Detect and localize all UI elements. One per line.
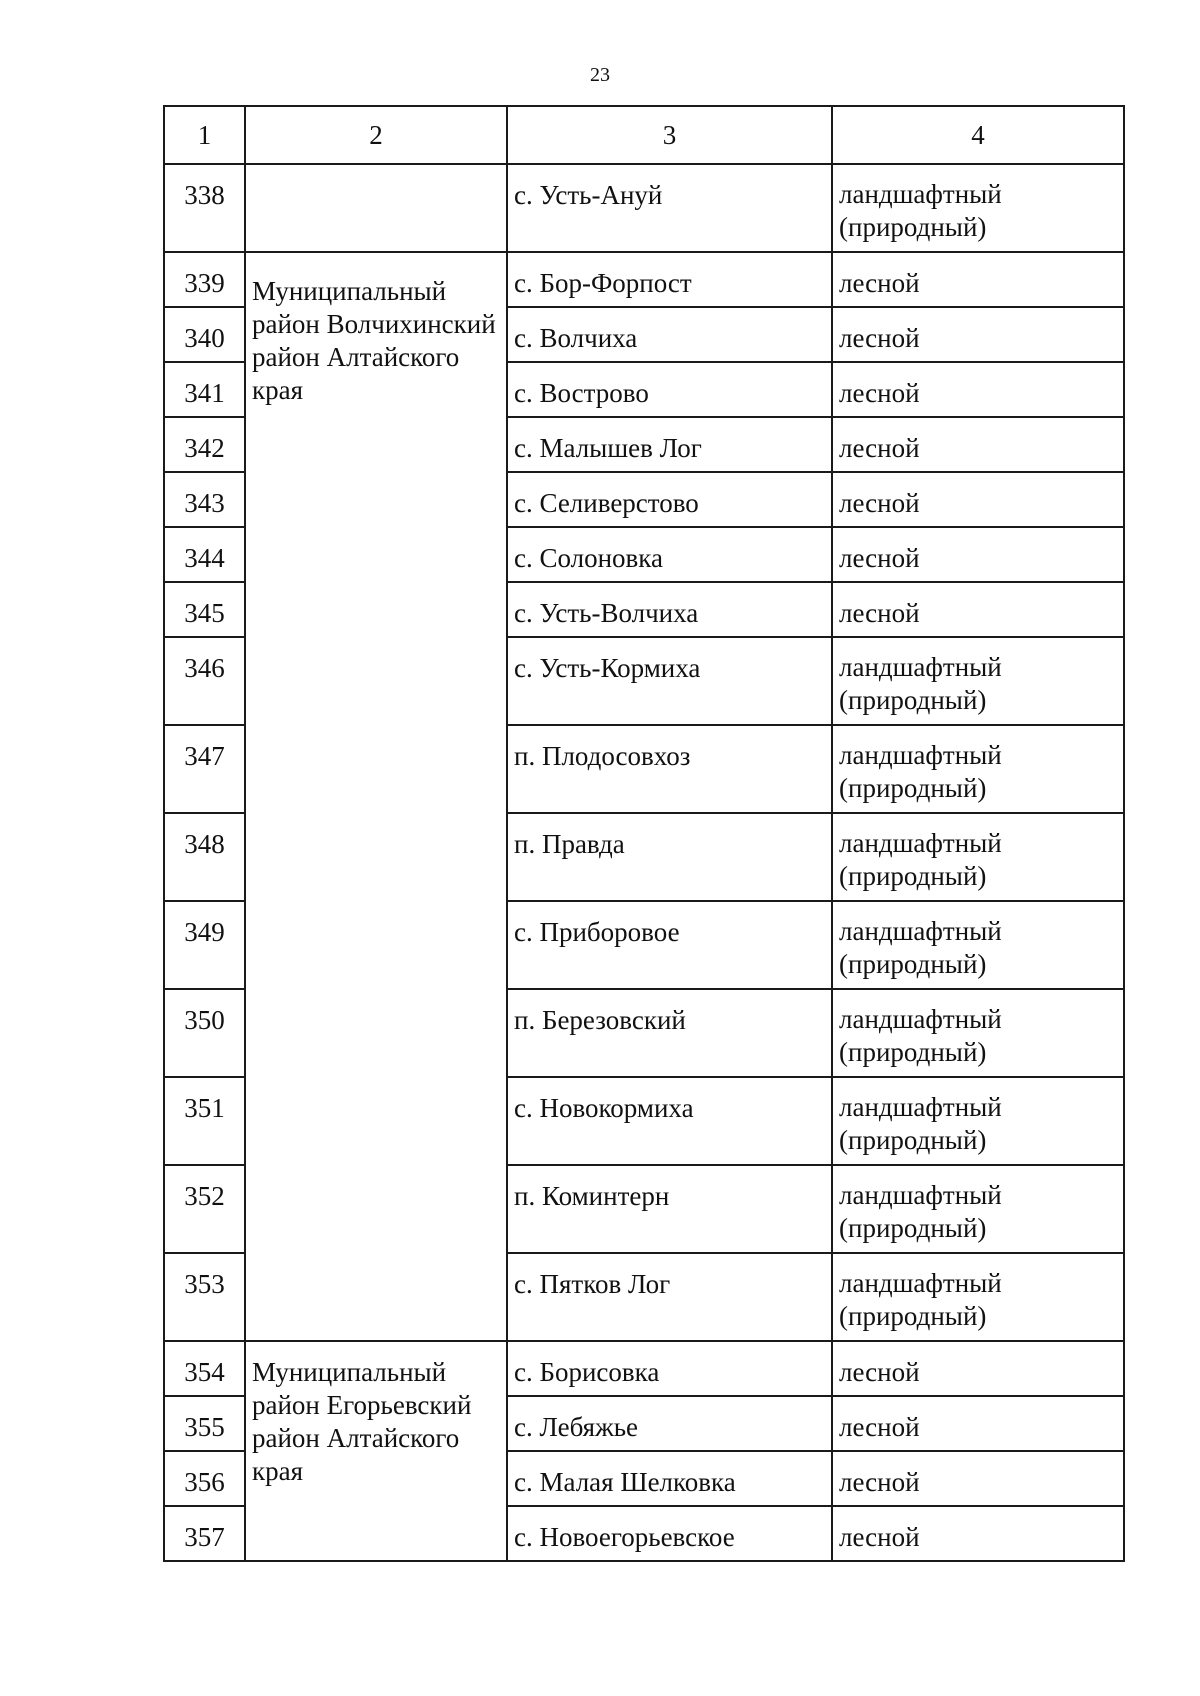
- settlement-cell: с. Борисовка: [507, 1341, 832, 1396]
- row-number: 344: [164, 527, 245, 582]
- type-cell: ландшафтный (природный): [832, 1165, 1124, 1253]
- page-number: 23: [590, 64, 610, 86]
- header-col-1: 1: [164, 106, 245, 164]
- table-row: [164, 252, 1124, 307]
- settlement-cell: п. Березовский: [507, 989, 832, 1077]
- table-row: [164, 164, 1124, 252]
- header-col-2: 2: [245, 106, 507, 164]
- district-cell: Муниципальный район Волчихинский район Алтайского края: [245, 252, 507, 1341]
- type-cell: лесной: [832, 417, 1124, 472]
- row-number: 354: [164, 1341, 245, 1396]
- settlement-cell: с. Малышев Лог: [507, 417, 832, 472]
- row-number: 352: [164, 1165, 245, 1253]
- type-cell: лесной: [832, 527, 1124, 582]
- row-number: 346: [164, 637, 245, 725]
- district-cell: Муниципальный район Егорьевский район Алтайского края: [245, 1341, 507, 1561]
- type-cell: ландшафтный (природный): [832, 725, 1124, 813]
- row-number: 342: [164, 417, 245, 472]
- settlement-cell: с. Селиверстово: [507, 472, 832, 527]
- row-number: 350: [164, 989, 245, 1077]
- settlement-cell: п. Правда: [507, 813, 832, 901]
- settlement-cell: п. Плодосовхоз: [507, 725, 832, 813]
- row-number: 340: [164, 307, 245, 362]
- row-number: 339: [164, 252, 245, 307]
- row-number: 349: [164, 901, 245, 989]
- registry-table: [163, 105, 1125, 1562]
- type-cell: ландшафтный (природный): [832, 989, 1124, 1077]
- table-row: [164, 1341, 1124, 1396]
- row-number: 351: [164, 1077, 245, 1165]
- row-number: 341: [164, 362, 245, 417]
- type-cell: ландшафтный (природный): [832, 813, 1124, 901]
- type-cell: лесной: [832, 472, 1124, 527]
- type-cell: лесной: [832, 1396, 1124, 1451]
- settlement-cell: с. Лебяжье: [507, 1396, 832, 1451]
- type-cell: ландшафтный (природный): [832, 901, 1124, 989]
- type-cell: лесной: [832, 307, 1124, 362]
- row-number: 338: [164, 164, 245, 252]
- row-number: 353: [164, 1253, 245, 1341]
- type-cell: ландшафтный (природный): [832, 637, 1124, 725]
- settlement-cell: с. Усть-Ануй: [507, 164, 832, 252]
- settlement-cell: с. Усть-Кормиха: [507, 637, 832, 725]
- settlement-cell: с. Бор-Форпост: [507, 252, 832, 307]
- type-cell: лесной: [832, 362, 1124, 417]
- header-col-4: 4: [832, 106, 1124, 164]
- settlement-cell: п. Коминтерн: [507, 1165, 832, 1253]
- settlement-cell: с. Пятков Лог: [507, 1253, 832, 1341]
- settlement-cell: с. Новокормиха: [507, 1077, 832, 1165]
- settlement-cell: с. Приборовое: [507, 901, 832, 989]
- row-number: 343: [164, 472, 245, 527]
- type-cell: ландшафтный (природный): [832, 1077, 1124, 1165]
- row-number: 357: [164, 1506, 245, 1561]
- type-cell: лесной: [832, 582, 1124, 637]
- row-number: 355: [164, 1396, 245, 1451]
- type-cell: лесной: [832, 1341, 1124, 1396]
- settlement-cell: с. Волчиха: [507, 307, 832, 362]
- table-header-row: [164, 106, 1124, 164]
- district-cell: [245, 164, 507, 252]
- settlement-cell: с. Новоегорьевское: [507, 1506, 832, 1561]
- row-number: 348: [164, 813, 245, 901]
- settlement-cell: с. Солоновка: [507, 527, 832, 582]
- row-number: 347: [164, 725, 245, 813]
- type-cell: лесной: [832, 1451, 1124, 1506]
- type-cell: лесной: [832, 252, 1124, 307]
- row-number: 345: [164, 582, 245, 637]
- settlement-cell: с. Усть-Волчиха: [507, 582, 832, 637]
- type-cell: ландшафтный (природный): [832, 164, 1124, 252]
- row-number: 356: [164, 1451, 245, 1506]
- type-cell: ландшафтный (природный): [832, 1253, 1124, 1341]
- settlement-cell: с. Вострово: [507, 362, 832, 417]
- type-cell: лесной: [832, 1506, 1124, 1561]
- settlement-cell: с. Малая Шелковка: [507, 1451, 832, 1506]
- header-col-3: 3: [507, 106, 832, 164]
